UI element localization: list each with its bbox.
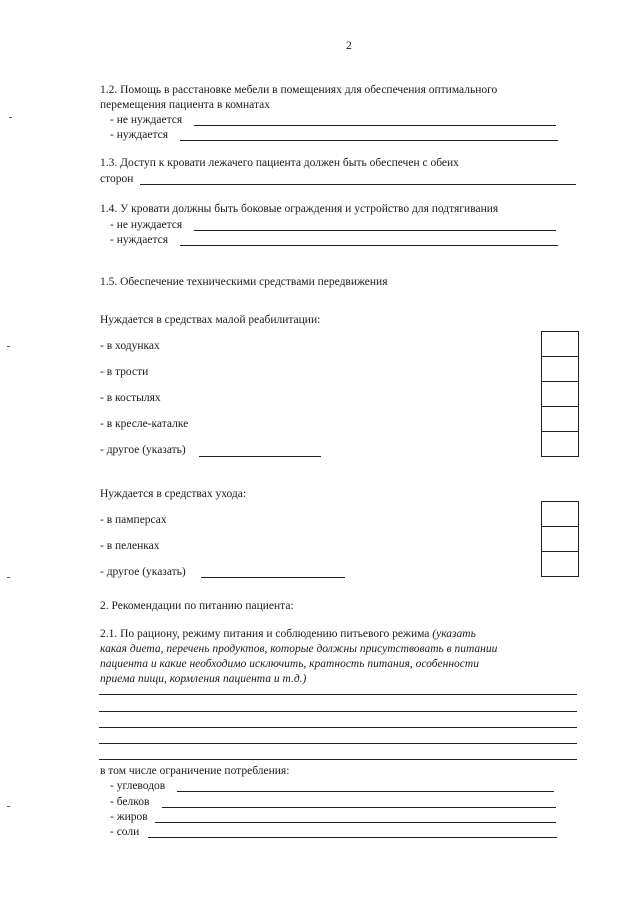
limits-item-proteins: - белков: [110, 796, 150, 808]
section-2-1-answer-line-3[interactable]: [99, 727, 577, 728]
care-item-diapers: - в памперсах: [100, 514, 167, 526]
rehab-item-crutches: - в костылях: [100, 392, 161, 404]
section-1-2-line1: 1.2. Помощь в расстановке мебели в помещениях для обеспечения оптимального: [100, 84, 498, 96]
section-1-3-line1: 1.3. Доступ к кровати лежачего пациента должен быть обеспечен с обеих: [100, 157, 459, 169]
rehab-checkbox-crutches[interactable]: [542, 382, 578, 407]
section-2-1-answer-line-2[interactable]: [99, 711, 577, 712]
rehab-item-cane: - в трости: [100, 366, 149, 378]
section-1-2-option-needed: - нуждается: [110, 129, 169, 141]
section-2-1-line2: какая диета, перечень продуктов, которые должны присутствовать в питании: [100, 643, 498, 655]
scan-mark: [9, 117, 12, 118]
section-1-4-option-needed: - нуждается: [110, 234, 169, 246]
section-2-1-answer-line-5[interactable]: [99, 759, 577, 760]
section-1-2-line2: перемещения пациента в комнатах: [100, 99, 270, 111]
rehab-checkbox-walker[interactable]: [542, 332, 578, 357]
limits-item-carbs: - углеводов: [110, 780, 166, 792]
rehab-checkbox-column: [541, 331, 579, 457]
section-2-1-italic-start: (указать: [432, 628, 476, 640]
section-2-1-answer-line-1[interactable]: [99, 694, 577, 695]
section-2-1-lead: 2.1. По рациону, режиму питания и соблюдению питьевого режима: [100, 628, 430, 640]
care-heading: Нуждается в средствах ухода:: [100, 488, 247, 500]
section-2-title: 2. Рекомендации по питанию пациента:: [100, 600, 294, 612]
limits-field-fats[interactable]: [155, 822, 556, 823]
rehab-other-field[interactable]: [199, 456, 321, 457]
rehab-checkbox-cane[interactable]: [542, 357, 578, 382]
rehab-heading: Нуждается в средствах малой реабилитации:: [100, 314, 321, 326]
rehab-item-walker: - в ходунках: [100, 340, 160, 352]
section-1-4-field-not-needed[interactable]: [194, 230, 556, 231]
rehab-item-wheelchair: - в кресле-каталке: [100, 418, 189, 430]
section-2-1-answer-line-4[interactable]: [99, 743, 577, 744]
scan-mark: [7, 346, 10, 347]
rehab-checkbox-other[interactable]: [542, 432, 578, 457]
scan-mark: [7, 577, 10, 578]
section-1-3-field[interactable]: [140, 184, 576, 185]
care-checkbox-other[interactable]: [542, 552, 578, 577]
section-2-1-line1: [100, 628, 476, 640]
section-1-4-option-not-needed: - не нуждается: [110, 219, 183, 231]
limits-field-carbs[interactable]: [177, 791, 554, 792]
rehab-checkbox-wheelchair[interactable]: [542, 407, 578, 432]
section-1-4-line1: 1.4. У кровати должны быть боковые ограждения и устройство для подтягивания: [100, 203, 499, 215]
section-1-4-field-needed[interactable]: [180, 245, 558, 246]
care-checkbox-column: [541, 501, 579, 577]
section-1-3-line2: сторон: [100, 173, 134, 185]
section-1-5-title: 1.5. Обеспечение техническими средствами передвижения: [100, 276, 388, 288]
section-1-2-field-needed[interactable]: [180, 140, 558, 141]
rehab-item-other: - другое (указать): [100, 444, 186, 456]
section-1-2-field-not-needed[interactable]: [194, 125, 556, 126]
care-checkbox-diapers[interactable]: [542, 502, 578, 527]
section-2-1-line4: приема пищи, кормления пациента и т.д.): [100, 673, 307, 685]
limits-item-salt: - соли: [110, 826, 140, 838]
limits-heading: в том числе ограничение потребления:: [100, 765, 290, 777]
care-other-field[interactable]: [201, 577, 345, 578]
care-checkbox-sheets[interactable]: [542, 527, 578, 552]
care-item-sheets: - в пеленках: [100, 540, 160, 552]
limits-field-proteins[interactable]: [162, 807, 556, 808]
limits-field-salt[interactable]: [148, 837, 557, 838]
care-item-other: - другое (указать): [100, 566, 186, 578]
limits-item-fats: - жиров: [110, 811, 148, 823]
page-number: 2: [346, 40, 352, 52]
section-1-2-option-not-needed: - не нуждается: [110, 114, 183, 126]
section-2-1-line3: пациента и какие необходимо исключить, кратность питания, особенности: [100, 658, 479, 670]
scan-mark: [7, 806, 10, 807]
